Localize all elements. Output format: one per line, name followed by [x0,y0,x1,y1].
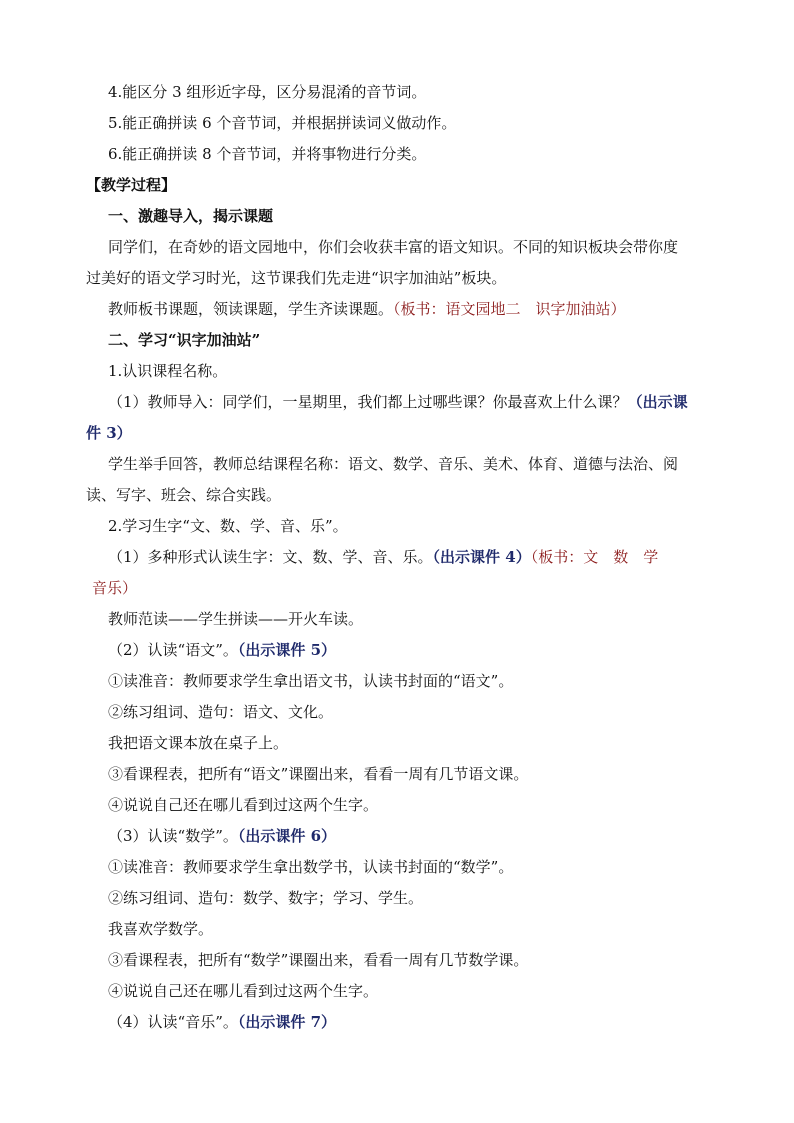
step-2-3 [108,826,336,846]
courseware-note: （出示课件 4） [432,548,531,566]
section-1-title: 一、激趣导入，揭示课题 [108,207,274,225]
section-1-para-1-line-2: 过美好的语文学习时光，这节课我们先走进“识字加油站”板块。 [86,269,507,287]
board-note: （板书：文 数 学 [530,548,659,566]
shuxue-item-3: ③看课程表，把所有“数学”课圈出来，看看一周有几节数学课。 [108,951,529,969]
section-1-para-2 [108,299,626,319]
step-1-question [108,392,688,412]
step-2-heading: 2.学习生字“文、数、学、音、乐”。 [108,517,348,535]
goal-5: 5.能正确拼读 6 个音节词，并根据拼读词义做动作。 [108,114,457,132]
step-2-2 [108,640,336,660]
yuwen-sentence: 我把语文课本放在桌子上。 [108,734,289,752]
courseware-note: （出示课件 6） [237,827,337,845]
step-1-answer-line-1: 学生举手回答，教师总结课程名称：语文、数学、音乐、美术、体育、道德与法治、阅 [108,455,679,473]
shuxue-item-1: ①读准音：教师要求学生拿出数学书，认读书封面的“数学”。 [108,858,514,876]
step-1-question-text: （1）教师导入：同学们，一星期里，我们都上过哪些课？你最喜欢上什么课？ [108,393,628,411]
yuwen-item-2: ②练习组词、造句：语文、文化。 [108,703,334,721]
shuxue-item-2: ②练习组词、造句：数学、数字；学习、学生。 [108,889,424,907]
board-intro-text: 教师板书课题，领读课题，学生齐读课题。 [108,300,394,318]
section-1-para-1-line-1: 同学们，在奇妙的语文园地中，你们会收获丰富的语文知识。不同的知识板块会带你度 [108,238,679,256]
shuxue-sentence: 我喜欢学数学。 [108,920,214,938]
yuwen-item-3: ③看课程表，把所有“语文”课圈出来，看看一周有几节语文课。 [108,765,529,783]
goal-4: 4.能区分 3 组形近字母，区分易混淆的音节词。 [108,83,427,101]
step-2-3-text: （3）认读“数学”。 [108,827,238,845]
shuxue-item-4: ④说说自己还在哪儿看到过这两个生字。 [108,982,379,1000]
board-note: （板书：语文园地二 识字加油站） [393,300,626,318]
step-2-2-text: （2）认读“语文”。 [108,641,238,659]
step-1-answer-line-2: 读、写字、班会、综合实践。 [86,486,282,504]
step-2-4 [108,1012,336,1032]
yuwen-item-4: ④说说自己还在哪儿看到过这两个生字。 [108,796,379,814]
step-2-4-text: （4）认读“音乐”。 [108,1013,238,1031]
reading-sequence: 教师范读——学生拼读——开火车读。 [108,610,364,628]
courseware-note: （出示课件 7） [237,1013,337,1031]
yuwen-item-1: ①读准音：教师要求学生拿出语文书，认读书封面的“语文”。 [108,672,514,690]
courseware-note: （出示课 [627,393,688,411]
courseware-note-continued: 件 3） [86,424,132,442]
step-1-heading: 1.认识课程名称。 [108,362,228,380]
step-2-1 [108,547,658,567]
step-2-1-text: （1）多种形式认读生字：文、数、学、音、乐。 [108,548,433,566]
courseware-note: （出示课件 5） [237,641,337,659]
board-note-continued: 音乐） [92,579,138,597]
section-2-title: 二、学习“识字加油站” [108,331,261,349]
goal-6: 6.能正确拼读 8 个音节词，并将事物进行分类。 [108,145,427,163]
process-heading: 【教学过程】 [86,176,177,194]
